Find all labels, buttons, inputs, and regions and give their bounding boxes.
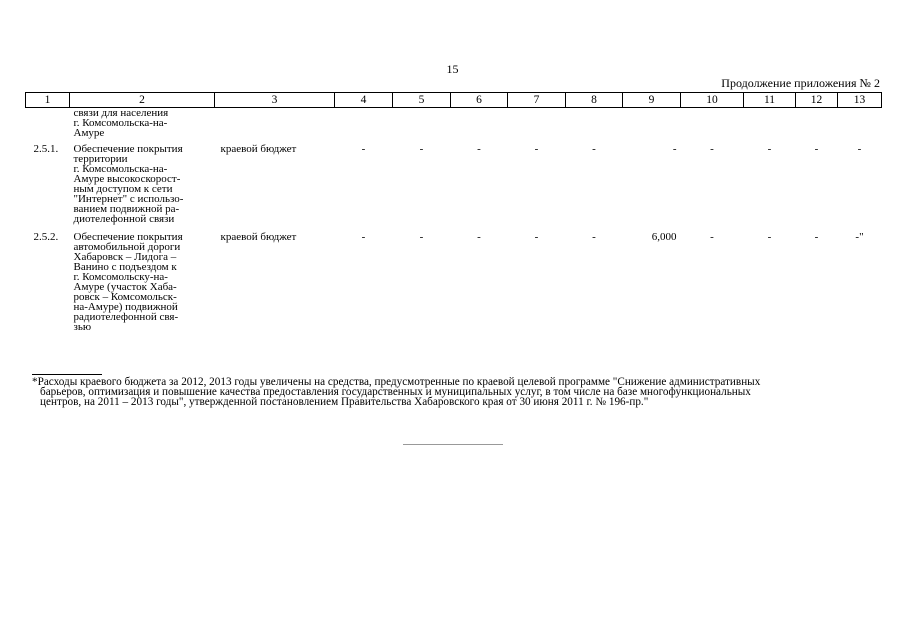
- header-cell: 2: [70, 93, 215, 108]
- table-cell: -: [477, 231, 481, 243]
- table-cell: -: [857, 143, 862, 155]
- table-cell: краевой бюджет: [220, 231, 297, 243]
- table-cell: -: [767, 143, 772, 155]
- table-cell: -: [534, 231, 539, 243]
- table-cell: [566, 108, 623, 141]
- table-cell: -: [814, 231, 819, 243]
- table-cell: краевой бюджет: [220, 143, 297, 155]
- header-cell: 6: [451, 93, 508, 108]
- table-cell: [796, 108, 838, 141]
- table-cell: -: [477, 143, 481, 155]
- table-cell: -: [361, 231, 366, 243]
- header-cell: 7: [508, 93, 566, 108]
- table-cell: [335, 108, 393, 141]
- table-cell: -: [419, 143, 424, 155]
- table-cell: -: [592, 231, 596, 243]
- appendix-continuation-label: Продолжение приложения № 2: [721, 76, 880, 90]
- table-cell: -: [672, 143, 677, 155]
- table-cell: -: [592, 143, 596, 155]
- table-cell: Обеспечение покрытия автомобильной дороги Хабаровск – Лидога – Ванино с подъездом к г. Комсомольску-на- Амуре (участок Хаба- ровск – Комсомольск- на-Амуре) подвижной радиотелефонной свя- зью: [73, 231, 183, 333]
- table-cell: -": [855, 231, 864, 243]
- table-cell: [744, 108, 796, 141]
- table-cell: [681, 108, 744, 141]
- table-cell: [508, 108, 566, 141]
- header-cell: 3: [215, 93, 335, 108]
- table-cell: -: [767, 231, 772, 243]
- header-cell: 12: [796, 93, 838, 108]
- table-row: [26, 140, 882, 230]
- footnote-line-1: *Расходы краевого бюджета за 2012, 2013 годы увеличены на средства, предусмотренные по краевой целевой программе "Снижение административных: [32, 376, 761, 388]
- table-cell: [215, 108, 335, 141]
- header-cell: 4: [335, 93, 393, 108]
- header-cell: 8: [566, 93, 623, 108]
- header-cell: 10: [681, 93, 744, 108]
- table-cell: 6,000: [651, 231, 677, 243]
- footnote-line-3: центров, на 2011 – 2013 годы", утвержденной постановлением Правительства Хабаровского края от 30 июня 2011 г. № 196-пр.": [40, 396, 649, 408]
- table-cell: [451, 108, 508, 141]
- table-cell: связи для населения г. Комсомольска-на- Амуре: [73, 107, 169, 139]
- table-cell: Обеспечение покрытия территории г. Комсомольска-на- Амуре высокоскорост- ным доступом к сети "Интернет" с использо- ванием подвижной ра- диотелефонной связи: [73, 143, 184, 225]
- header-cell: 9: [623, 93, 681, 108]
- table-row: [26, 108, 882, 141]
- table-cell: [838, 108, 882, 141]
- end-of-page-divider: [403, 444, 503, 445]
- footnote-line-2: барьеров, оптимизация и повышение качества предоставления государственных и муниципальных услуг, в том числе на базе многофункциональных: [40, 386, 751, 398]
- table-cell: -: [419, 231, 424, 243]
- table-cell: 2.5.1.: [33, 143, 59, 155]
- header-cell: 13: [838, 93, 882, 108]
- page-number: 15: [446, 62, 459, 76]
- footnote: [32, 377, 882, 407]
- table-cell: [26, 108, 70, 141]
- header-cell: 11: [744, 93, 796, 108]
- footnote-separator: [32, 374, 102, 375]
- table-cell: -: [814, 143, 819, 155]
- table-header-row: [26, 93, 882, 108]
- table-cell: -: [361, 143, 366, 155]
- table-cell: -: [710, 231, 714, 243]
- header-cell: 1: [26, 93, 70, 108]
- table-cell: -: [710, 143, 714, 155]
- table-cell: [393, 108, 451, 141]
- table-row: [26, 230, 882, 332]
- budget-table: [25, 92, 882, 332]
- header-cell: 5: [393, 93, 451, 108]
- table-body: [26, 108, 882, 333]
- table-cell: -: [534, 143, 539, 155]
- table-cell: 2.5.2.: [33, 231, 59, 243]
- table-cell: [623, 108, 681, 141]
